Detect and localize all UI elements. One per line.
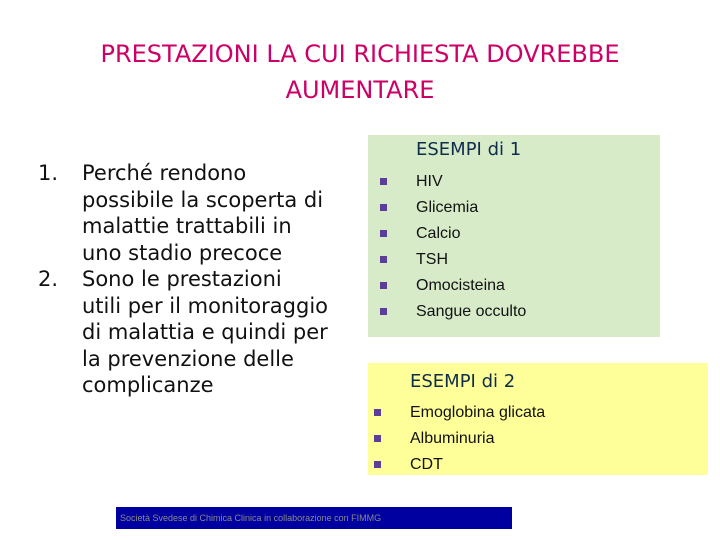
- reason-line: malattie trattabili in: [82, 214, 292, 238]
- square-bullet-icon: [374, 409, 381, 416]
- list-item: [380, 247, 526, 273]
- title-line-2: AUMENTARE: [285, 76, 435, 104]
- footer-banner: Società Svedese di Chimica Clinica in collaborazione con FIMMG: [116, 507, 512, 529]
- list-item: [380, 299, 526, 325]
- square-bullet-icon: [380, 230, 387, 237]
- list-item: [380, 195, 526, 221]
- item-label: Albuminuria: [410, 430, 495, 447]
- list-item: [380, 169, 526, 195]
- reason-number: 2.: [38, 267, 59, 291]
- square-bullet-icon: [380, 204, 387, 211]
- slide-title: [40, 36, 680, 108]
- reason-line: la prevenzione delle: [82, 346, 294, 371]
- item-label: Glicemia: [416, 199, 479, 216]
- reason-item-2: [38, 266, 358, 399]
- list-item: [380, 273, 526, 299]
- reason-item-1: [38, 160, 358, 266]
- examples-2-title: ESEMPI di 2: [410, 371, 516, 392]
- reason-number: 1.: [38, 161, 59, 185]
- square-bullet-icon: [380, 282, 387, 289]
- square-bullet-icon: [380, 178, 387, 185]
- reason-line: Sono le prestazioni: [82, 267, 282, 291]
- square-bullet-icon: [380, 308, 387, 315]
- item-label: Omocisteina: [416, 277, 505, 294]
- reason-line: uno stadio precoce: [82, 240, 283, 265]
- examples-1-list: [380, 169, 526, 325]
- item-label: TSH: [416, 251, 448, 268]
- examples-2-list: [374, 400, 545, 478]
- examples-1-box: [368, 135, 660, 337]
- title-line-1: PRESTAZIONI LA CUI RICHIESTA DOVREBBE: [100, 40, 620, 68]
- examples-2-box: [368, 363, 708, 475]
- list-item: [374, 400, 545, 426]
- reason-line: complicanze: [82, 373, 214, 397]
- reason-line: possibile la scoperta di: [82, 187, 324, 212]
- reason-line: di malattia e quindi per: [82, 320, 328, 344]
- item-label: Sangue occulto: [416, 303, 527, 320]
- reasons-list: [38, 160, 358, 399]
- square-bullet-icon: [374, 461, 381, 468]
- item-label: HIV: [416, 173, 443, 190]
- item-label: Emoglobina glicata: [410, 404, 546, 421]
- square-bullet-icon: [374, 435, 381, 442]
- reason-line: utili per il monitoraggio: [82, 293, 329, 318]
- list-item: [380, 221, 526, 247]
- item-label: CDT: [410, 456, 443, 473]
- square-bullet-icon: [380, 256, 387, 263]
- list-item: [374, 426, 545, 452]
- reason-line: Perché rendono: [82, 161, 247, 185]
- list-item: [374, 452, 545, 478]
- item-label: Calcio: [416, 225, 461, 242]
- examples-1-title: ESEMPI di 1: [416, 139, 522, 160]
